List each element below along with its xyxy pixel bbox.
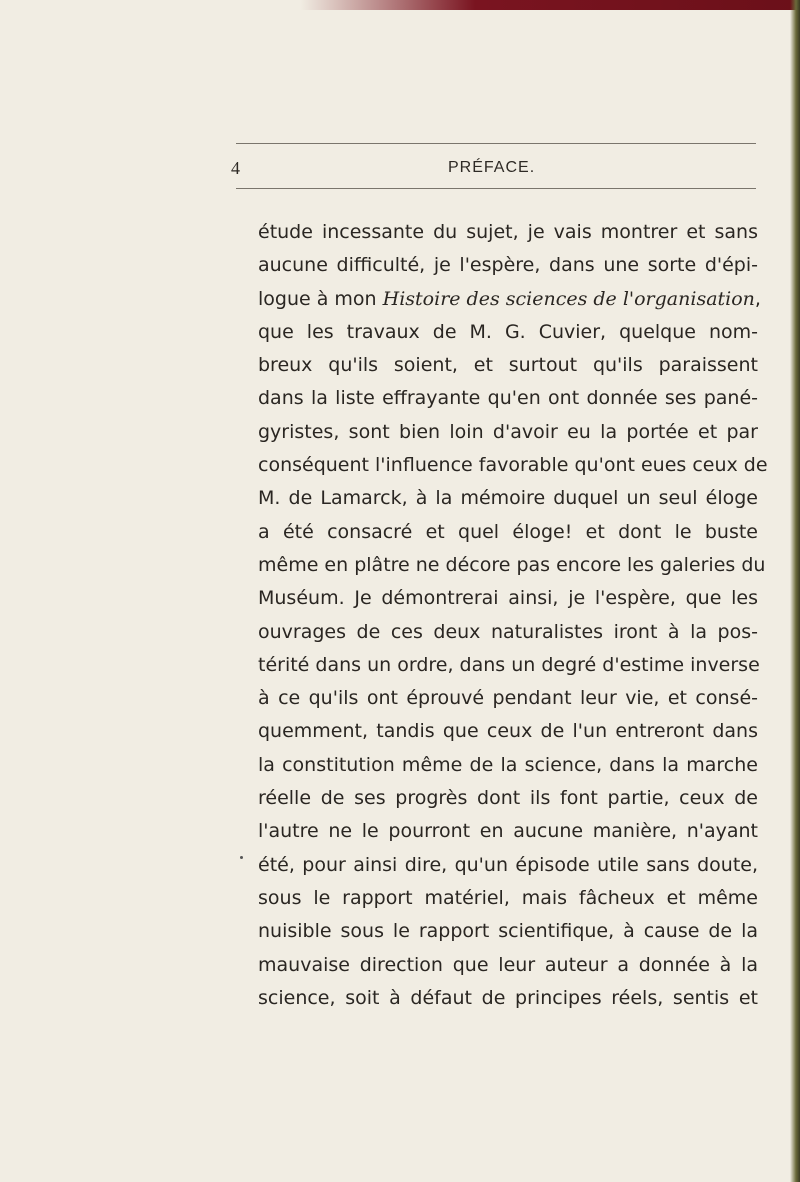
text-line: la constitution même de la science, dans la marche	[258, 753, 758, 776]
text-line: conséquent l'influence favorable qu'ont eues ceux de	[258, 454, 768, 477]
text-line: étude incessante du sujet, je vais montrer et sans	[258, 221, 758, 243]
text-line: science, soit à défaut de principes réels, sentis et	[258, 986, 758, 1009]
text-line: Muséum. Je démontrerai ainsi, je l'espère, que les	[258, 587, 758, 610]
text-line: quemment, tandis que ceux de l'un entreront dans	[258, 720, 758, 743]
text-line: réelle de ses progrès dont ils font partie, ceux de	[258, 787, 758, 810]
text-line: l'autre ne le pourront en aucune manière, n'ayant	[258, 820, 758, 843]
text-line: sous le rapport matériel, mais fâcheux et même	[258, 886, 758, 909]
text-line: que les travaux de M. G. Cuvier, quelque nom-	[258, 320, 758, 343]
text-line: nuisible sous le rapport scientifique, à cause de la	[258, 920, 758, 943]
text-line: breux qu'ils soient, et surtout qu'ils paraissent	[258, 354, 758, 377]
page-edge-top-band	[300, 0, 800, 10]
margin-speck	[240, 856, 243, 859]
text-line: à ce qu'ils ont éprouvé pendant leur vie, et consé-	[258, 687, 758, 710]
text-line: mauvaise direction que leur auteur a donnée à la	[258, 953, 758, 976]
text-line: M. de Lamarck, à la mémoire duquel un seul éloge	[258, 487, 758, 510]
page-edge-right-shadow	[790, 0, 800, 1182]
header-rule-bottom	[236, 188, 756, 189]
running-head-title: PRÉFACE.	[448, 159, 536, 176]
page-number: 4	[231, 158, 240, 178]
text-line: été, pour ainsi dire, qu'un épisode utile sans doute,	[258, 853, 758, 876]
text-line: a été consacré et quel éloge! et dont le buste	[258, 520, 758, 543]
text-line: ouvrages de ces deux naturalistes iront à la pos-	[258, 620, 758, 643]
text-line: gyristes, sont bien loin d'avoir eu la portée et par	[258, 420, 758, 443]
text-line: même en plâtre ne décore pas encore les galeries du	[258, 553, 766, 576]
italic-book-title: Histoire des sciences de l'organisation	[382, 287, 755, 310]
text-line: térité dans un ordre, dans un degré d'estime inverse	[258, 653, 760, 676]
text-line: dans la liste effrayante qu'en ont donnée ses pané-	[258, 387, 758, 410]
text-line-with-italic-title	[258, 283, 761, 316]
text-segment: logue à mon	[258, 287, 383, 310]
header-rule-top	[236, 143, 756, 144]
text-line: aucune difficulté, je l'espère, dans une sorte d'épi-	[258, 254, 758, 277]
text-segment: ,	[754, 287, 761, 310]
body-text	[258, 216, 768, 1015]
